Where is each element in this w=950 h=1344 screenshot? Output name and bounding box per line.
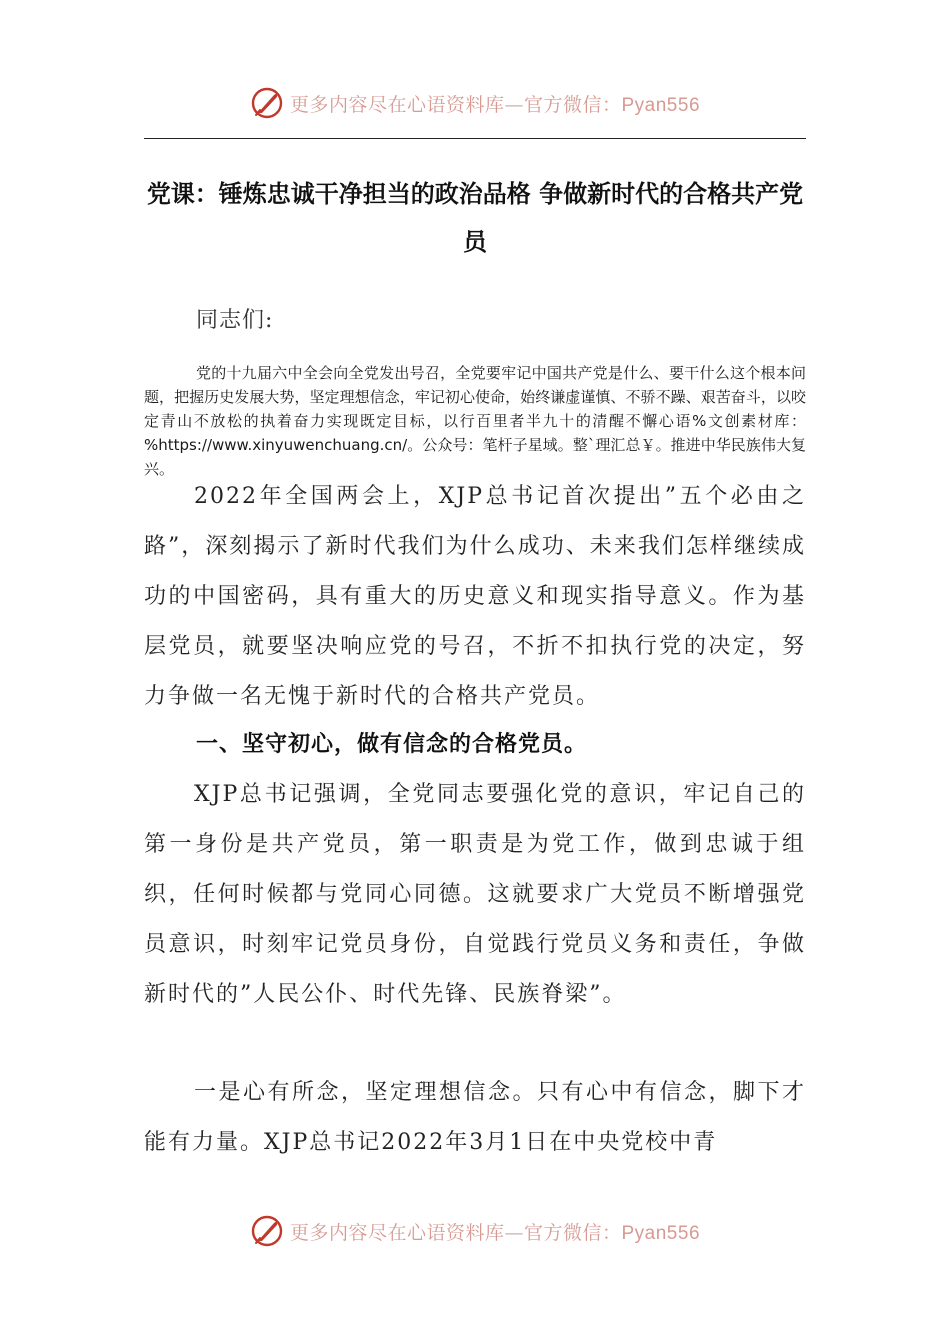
footer-wechat-label: 官方微信： bbox=[523, 1221, 622, 1244]
header-watermark-text bbox=[290, 90, 700, 117]
intro-paragraph: 党的十九届六中全会向全党发出号召，全党要牢记中国共产党是什么、要干什么这个根本问题，把握历史发展大势，坚定理想信念，牢记初心使命，始终谦虚谨慎、不骄不躁、艰苦奋斗，以咬定青山不放松的执着奋力实现既定目标，以行百里者半九十的清醒不懈心语%文创素材库：%https://www.xinyuwenchuang.cn/。公众号：笔杆子星域。整`理汇总￥。推进中华民族伟大复兴。 bbox=[144, 364, 806, 478]
footer-wechat-id: Pyan556 bbox=[621, 1222, 701, 1244]
footer-watermark-dash: — bbox=[504, 1221, 524, 1244]
body-paragraph-1: 2022年全国两会上，XJP总书记首次提出”五个必由之路”，深刻揭示了新时代我们为什么成功、未来我们怎样继续成功的中国密码，具有重大的历史意义和现实指导意义。作为基层党员，就要坚决响应党的号召，不折不扣执行党的决定，努力争做一名无愧于新时代的合格共产党员。 bbox=[144, 484, 806, 709]
document-title: 党课：锤炼忠诚干净担当的政治品格 争做新时代的合格共产党员 bbox=[146, 180, 804, 256]
header-wechat-label: 官方微信： bbox=[523, 93, 622, 116]
quill-logo-icon bbox=[250, 1214, 284, 1248]
header-watermark bbox=[0, 78, 950, 128]
body-paragraph-3: 一是心有所念，坚定理想信念。只有心中有信念，脚下才能有力量。XJP总书记2022年3月1日在中央党校中青 bbox=[144, 1080, 806, 1155]
section-heading-1: 一、坚守初心，做有信念的合格党员。 bbox=[196, 732, 588, 757]
header-wechat-id: Pyan556 bbox=[621, 94, 701, 116]
body-paragraph-2: XJP总书记强调，全党同志要强化党的意识，牢记自己的第一身份是共产党员，第一职责是为党工作，做到忠诚于组织，任何时候都与党同心同德。这就要求广大党员不断增强党员意识，时刻牢记党员身份，自觉践行党员义务和责任，争做新时代的”人民公仆、时代先锋、民族脊梁”。 bbox=[144, 782, 806, 1007]
footer-watermark bbox=[0, 1206, 950, 1256]
header-divider bbox=[144, 138, 806, 139]
header-watermark-dash: — bbox=[504, 93, 524, 116]
quill-logo-icon bbox=[250, 86, 284, 120]
salutation: 同志们: bbox=[196, 308, 274, 333]
header-watermark-slogan: 更多内容尽在心语资料库 bbox=[289, 93, 505, 116]
footer-watermark-slogan: 更多内容尽在心语资料库 bbox=[289, 1221, 505, 1244]
footer-watermark-text bbox=[290, 1218, 700, 1245]
